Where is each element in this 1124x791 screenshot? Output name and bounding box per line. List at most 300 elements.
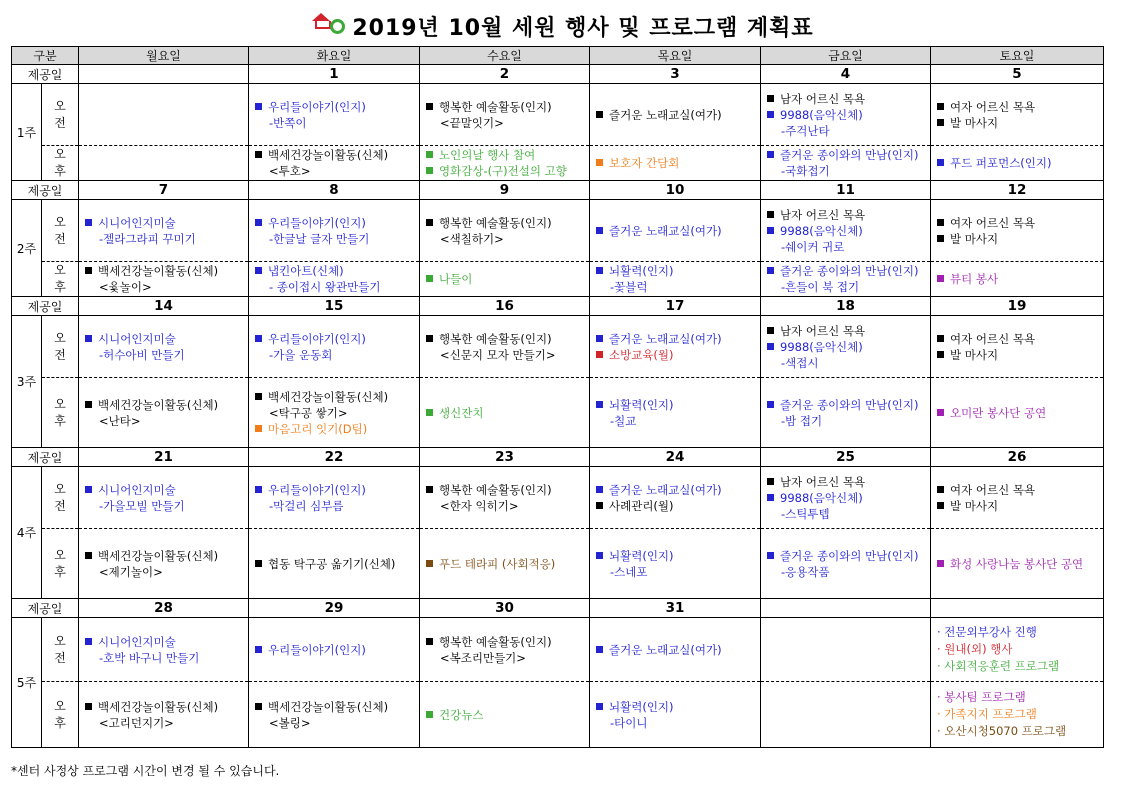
program-cell xyxy=(420,529,590,599)
bullet-square-icon xyxy=(426,335,433,342)
program-text: 화성 사랑나눔 봉사단 공연 xyxy=(950,556,1084,571)
program-item xyxy=(767,91,930,107)
date-cell: 26 xyxy=(931,448,1104,467)
program-text: -타이니 xyxy=(610,715,648,730)
program-item xyxy=(85,231,248,247)
program-item xyxy=(255,389,419,405)
program-cell xyxy=(79,200,249,262)
program-cell xyxy=(590,378,761,448)
program-text: -색접시 xyxy=(781,355,819,370)
program-text: -막걸리 심부름 xyxy=(269,498,344,513)
date-cell: 8 xyxy=(249,181,420,200)
date-row-label: 제공일 xyxy=(12,181,79,200)
program-text: -가을모빌 만들기 xyxy=(99,498,185,513)
program-text: 행복한 예술활동(인지) xyxy=(439,331,552,346)
program-text: <복조리만들기> xyxy=(440,650,526,665)
program-item xyxy=(255,231,419,247)
program-cell xyxy=(931,529,1104,599)
program-item xyxy=(255,279,419,295)
program-text: 즐거운 노래교실(여가) xyxy=(609,107,722,122)
date-row xyxy=(12,297,1104,316)
program-text: 즐거운 종이와의 만남(인지) xyxy=(780,264,919,278)
date-cell: 11 xyxy=(761,181,931,200)
program-item xyxy=(767,564,930,580)
legend-item: · 가족지지 프로그램 xyxy=(937,707,1037,721)
program-item xyxy=(426,634,589,650)
bullet-square-icon xyxy=(255,393,262,400)
bullet-square-icon xyxy=(426,219,433,226)
program-text: 시니어인지미술 xyxy=(98,634,176,649)
date-cell xyxy=(761,599,931,618)
bullet-square-icon xyxy=(937,560,944,567)
bullet-square-icon xyxy=(937,351,944,358)
program-item xyxy=(255,699,419,715)
date-row xyxy=(12,599,1104,618)
program-text: 백세건강놀이활동(신체) xyxy=(268,148,389,162)
date-cell: 24 xyxy=(590,448,761,467)
program-item xyxy=(596,155,760,171)
date-cell: 19 xyxy=(931,297,1104,316)
bullet-square-icon xyxy=(937,409,944,416)
day-header: 수요일 xyxy=(420,47,590,65)
bullet-square-icon xyxy=(767,151,774,158)
program-text: <한자 익히기> xyxy=(440,498,519,513)
bullet-square-icon xyxy=(767,267,774,274)
program-cell xyxy=(420,316,590,378)
bullet-square-icon xyxy=(596,486,603,493)
program-text: 생신잔치 xyxy=(439,405,484,420)
program-text: 소방교육(월) xyxy=(609,347,674,362)
program-text: 발 마사지 xyxy=(950,347,999,362)
program-item xyxy=(596,331,760,347)
program-text: -젤라그라피 꾸미기 xyxy=(99,231,196,246)
date-cell: 9 xyxy=(420,181,590,200)
program-item xyxy=(426,271,589,287)
date-row-label: 제공일 xyxy=(12,297,79,316)
pm-label: 오 후 xyxy=(42,682,79,748)
program-item xyxy=(596,107,760,123)
program-cell xyxy=(590,200,761,262)
program-cell xyxy=(79,467,249,529)
program-item xyxy=(255,147,419,163)
program-item xyxy=(426,215,589,231)
program-text: 즐거운 노래교실(여가) xyxy=(609,223,722,238)
program-cell xyxy=(590,529,761,599)
program-cell xyxy=(79,529,249,599)
page-title: 2019년 10월 세원 행사 및 프로그램 계획표 xyxy=(352,15,814,41)
program-item xyxy=(596,564,760,580)
program-item xyxy=(85,397,248,413)
bullet-square-icon xyxy=(85,703,92,710)
bullet-square-icon xyxy=(767,227,774,234)
program-item xyxy=(255,715,419,731)
program-text: -흔들이 북 접기 xyxy=(781,280,860,294)
program-cell xyxy=(761,262,931,297)
am-row xyxy=(12,200,1104,262)
date-cell: 28 xyxy=(79,599,249,618)
date-cell: 25 xyxy=(761,448,931,467)
program-text: 9988(음악신체) xyxy=(780,490,863,505)
bullet-square-icon xyxy=(255,703,262,710)
program-cell xyxy=(79,682,249,748)
title-bar xyxy=(0,8,1124,44)
program-cell xyxy=(761,467,931,529)
program-item xyxy=(255,347,419,363)
legend-item: · 사회적응훈련 프로그램 xyxy=(937,659,1060,673)
program-item xyxy=(937,556,1103,572)
program-cell xyxy=(590,316,761,378)
program-item xyxy=(255,642,419,658)
program-item xyxy=(937,405,1103,421)
program-text: 남자 어르신 목욕 xyxy=(780,474,866,489)
program-cell xyxy=(79,618,249,682)
bullet-square-icon xyxy=(596,401,603,408)
program-text: -스틱투텝 xyxy=(781,506,830,521)
program-item xyxy=(85,548,248,564)
program-cell xyxy=(420,262,590,297)
bullet-square-icon xyxy=(85,219,92,226)
bullet-square-icon xyxy=(767,327,774,334)
bullet-square-icon xyxy=(426,409,433,416)
header-row xyxy=(12,47,1104,65)
program-item xyxy=(426,147,589,163)
am-label: 오 전 xyxy=(42,84,79,146)
program-item xyxy=(767,239,930,255)
date-row-label: 제공일 xyxy=(12,65,79,84)
program-cell xyxy=(249,84,420,146)
date-row xyxy=(12,65,1104,84)
bullet-square-icon xyxy=(85,552,92,559)
program-text: 행복한 예술활동(인지) xyxy=(439,215,552,230)
pm-label: 오 후 xyxy=(42,262,79,297)
bullet-square-icon xyxy=(85,486,92,493)
bullet-square-icon xyxy=(596,159,603,166)
pm-label: 오 후 xyxy=(42,146,79,181)
program-text: -허수아비 만들기 xyxy=(99,347,185,362)
program-text: 뇌활력(인지) xyxy=(609,264,674,278)
bullet-square-icon xyxy=(767,552,774,559)
program-item xyxy=(85,263,248,279)
day-header: 금요일 xyxy=(761,47,931,65)
program-item xyxy=(937,482,1103,498)
bullet-square-icon xyxy=(937,159,944,166)
program-item xyxy=(937,331,1103,347)
pm-row xyxy=(12,146,1104,181)
program-item xyxy=(255,263,419,279)
program-cell xyxy=(79,316,249,378)
program-item xyxy=(255,556,419,572)
program-cell xyxy=(249,618,420,682)
bullet-square-icon xyxy=(596,502,603,509)
pm-row xyxy=(12,262,1104,297)
program-text: 9988(음악신체) xyxy=(780,107,863,122)
program-text: 즐거운 종이와의 만남(인지) xyxy=(780,397,919,412)
bullet-square-icon xyxy=(937,119,944,126)
program-item xyxy=(85,650,248,666)
bullet-square-icon xyxy=(255,646,262,653)
program-text: 우리들이야기(인지) xyxy=(268,215,366,230)
program-item xyxy=(937,115,1103,131)
pm-label: 오 후 xyxy=(42,529,79,599)
program-item xyxy=(767,397,930,413)
program-item xyxy=(85,413,248,429)
program-text: 남자 어르신 목욕 xyxy=(780,91,866,106)
program-item xyxy=(937,347,1103,363)
legend-item: · 원내(외) 행사 xyxy=(937,642,1013,656)
program-text: 푸드 테라피 (사회적응) xyxy=(439,556,556,571)
program-cell xyxy=(931,378,1104,448)
bullet-square-icon xyxy=(85,267,92,274)
bullet-square-icon xyxy=(767,95,774,102)
program-item xyxy=(426,707,589,723)
program-text: 백세건강놀이활동(신체) xyxy=(268,699,389,714)
program-text: 남자 어르신 목욕 xyxy=(780,323,866,338)
date-cell: 10 xyxy=(590,181,761,200)
header-corner: 구분 xyxy=(12,47,79,65)
program-text: 뇌활력(인지) xyxy=(609,699,674,714)
program-item xyxy=(596,347,760,363)
program-text: 여자 어르신 목욕 xyxy=(950,482,1036,497)
program-text: <색칠하기> xyxy=(440,231,504,246)
program-text: -스네포 xyxy=(610,564,648,579)
sewon-logo xyxy=(310,11,344,41)
date-row-label: 제공일 xyxy=(12,599,79,618)
program-cell xyxy=(590,84,761,146)
bullet-square-icon xyxy=(426,103,433,110)
am-label: 오 전 xyxy=(42,316,79,378)
program-text: <제기놀이> xyxy=(99,564,163,579)
bullet-square-icon xyxy=(596,703,603,710)
bullet-square-icon xyxy=(426,275,433,282)
bullet-square-icon xyxy=(767,211,774,218)
program-text: 즐거운 종이와의 만남(인지) xyxy=(780,548,919,563)
date-cell: 2 xyxy=(420,65,590,84)
program-text: 건강뉴스 xyxy=(439,707,484,722)
program-item xyxy=(937,155,1103,171)
bullet-square-icon xyxy=(255,267,262,274)
bullet-square-icon xyxy=(767,478,774,485)
program-item xyxy=(767,223,930,239)
pm-label: 오 후 xyxy=(42,378,79,448)
day-header: 화요일 xyxy=(249,47,420,65)
program-cell xyxy=(249,682,420,748)
program-text: -국화접기 xyxy=(781,164,830,178)
week-label: 3주 xyxy=(12,316,42,448)
program-item xyxy=(85,699,248,715)
program-item xyxy=(596,642,760,658)
program-cell xyxy=(931,200,1104,262)
program-item xyxy=(767,147,930,163)
program-item xyxy=(596,279,760,295)
date-cell: 22 xyxy=(249,448,420,467)
program-text: 푸드 퍼포먼스(인지) xyxy=(950,156,1052,170)
date-cell: 14 xyxy=(79,297,249,316)
pm-row xyxy=(12,378,1104,448)
program-item xyxy=(937,271,1103,287)
date-row xyxy=(12,181,1104,200)
program-cell xyxy=(249,467,420,529)
program-text: 영화감상-(구)전설의 고향 xyxy=(439,164,567,178)
program-text: 발 마사지 xyxy=(950,231,999,246)
program-item xyxy=(85,634,248,650)
program-text: -칠교 xyxy=(610,413,637,428)
program-item xyxy=(255,215,419,231)
program-text: 발 마사지 xyxy=(950,115,999,130)
program-cell xyxy=(79,84,249,146)
program-text: <탁구공 쌓기> xyxy=(269,405,348,420)
program-text: -꽃블럭 xyxy=(610,280,648,294)
bullet-square-icon xyxy=(426,486,433,493)
program-item xyxy=(596,413,760,429)
program-text: 백세건강놀이활동(신체) xyxy=(98,548,219,563)
date-cell: 23 xyxy=(420,448,590,467)
program-item xyxy=(937,498,1103,514)
bullet-square-icon xyxy=(937,219,944,226)
program-item xyxy=(255,482,419,498)
program-item xyxy=(767,506,930,522)
program-cell xyxy=(79,262,249,297)
date-cell: 30 xyxy=(420,599,590,618)
day-header: 토요일 xyxy=(931,47,1104,65)
program-item xyxy=(767,263,930,279)
program-cell xyxy=(761,200,931,262)
program-text: <볼링> xyxy=(269,715,311,730)
program-item xyxy=(255,421,419,437)
program-text: 오미란 봉사단 공연 xyxy=(950,405,1047,420)
bullet-square-icon xyxy=(596,351,603,358)
program-text: 나들이 xyxy=(439,272,473,286)
program-cell xyxy=(761,84,931,146)
program-text: 사례관리(월) xyxy=(609,498,674,513)
bullet-square-icon xyxy=(767,111,774,118)
program-item xyxy=(596,548,760,564)
program-text: -응용작품 xyxy=(781,564,830,579)
program-item xyxy=(85,564,248,580)
bullet-square-icon xyxy=(937,103,944,110)
program-item xyxy=(426,347,589,363)
program-text: <투호> xyxy=(269,164,311,178)
date-cell: 29 xyxy=(249,599,420,618)
program-text: 행복한 예술활동(인지) xyxy=(439,634,552,649)
program-item xyxy=(767,339,930,355)
week-label: 4주 xyxy=(12,467,42,599)
program-item xyxy=(767,548,930,564)
program-item xyxy=(596,498,760,514)
program-item xyxy=(767,279,930,295)
bullet-square-icon xyxy=(255,335,262,342)
pm-row xyxy=(12,682,1104,748)
program-text: -쉐이커 귀로 xyxy=(781,239,845,254)
bullet-square-icon xyxy=(596,267,603,274)
program-item xyxy=(767,323,930,339)
program-cell xyxy=(79,378,249,448)
bullet-square-icon xyxy=(767,401,774,408)
program-item xyxy=(426,650,589,666)
program-text: 마음고리 잇기(D팀) xyxy=(268,421,368,436)
program-text: 시니어인지미술 xyxy=(98,482,176,497)
program-item xyxy=(937,215,1103,231)
program-text: 뇌활력(인지) xyxy=(609,397,674,412)
bullet-square-icon xyxy=(85,401,92,408)
program-item xyxy=(85,715,248,731)
am-label: 오 전 xyxy=(42,467,79,529)
legend-cell xyxy=(931,618,1104,682)
date-cell: 1 xyxy=(249,65,420,84)
program-cell xyxy=(420,618,590,682)
program-cell xyxy=(79,146,249,181)
program-cell xyxy=(761,682,931,748)
date-cell: 4 xyxy=(761,65,931,84)
bullet-square-icon xyxy=(596,646,603,653)
program-text: 뷰티 봉사 xyxy=(950,272,999,286)
bullet-square-icon xyxy=(937,502,944,509)
bullet-square-icon xyxy=(937,275,944,282)
week-label: 1주 xyxy=(12,84,42,181)
bullet-square-icon xyxy=(426,560,433,567)
program-cell xyxy=(420,200,590,262)
program-cell xyxy=(420,378,590,448)
am-label: 오 전 xyxy=(42,200,79,262)
program-text: 즐거운 노래교실(여가) xyxy=(609,331,722,346)
program-text: 백세건강놀이활동(신체) xyxy=(98,264,219,278)
program-text: 우리들이야기(인지) xyxy=(268,482,366,497)
bullet-square-icon xyxy=(85,335,92,342)
program-item xyxy=(255,163,419,179)
program-text: <신문지 모자 만들기> xyxy=(440,347,556,362)
am-row xyxy=(12,467,1104,529)
program-item xyxy=(426,482,589,498)
program-item xyxy=(767,413,930,429)
bullet-square-icon xyxy=(596,111,603,118)
program-item xyxy=(767,163,930,179)
program-text: 즐거운 종이와의 만남(인지) xyxy=(780,148,919,162)
program-cell xyxy=(420,467,590,529)
program-item xyxy=(937,231,1103,247)
program-cell xyxy=(761,618,931,682)
program-item xyxy=(85,498,248,514)
program-text: 냅킨아트(신체) xyxy=(268,264,344,278)
program-text: 우리들이야기(인지) xyxy=(268,642,366,657)
bullet-square-icon xyxy=(426,711,433,718)
date-cell: 7 xyxy=(79,181,249,200)
legend-item: · 전문외부강사 진행 xyxy=(937,625,1037,639)
day-header: 월요일 xyxy=(79,47,249,65)
program-text: 백세건강놀이활동(신체) xyxy=(268,389,389,404)
program-item xyxy=(596,482,760,498)
bullet-square-icon xyxy=(255,219,262,226)
program-cell xyxy=(590,682,761,748)
program-text: 행복한 예술활동(인지) xyxy=(439,99,552,114)
legend-cell xyxy=(931,682,1104,748)
program-cell xyxy=(590,262,761,297)
program-cell xyxy=(931,467,1104,529)
week-label: 2주 xyxy=(12,200,42,297)
week-label: 5주 xyxy=(12,618,42,748)
date-cell: 3 xyxy=(590,65,761,84)
date-cell xyxy=(931,599,1104,618)
program-item xyxy=(426,498,589,514)
program-text: -호박 바구니 만들기 xyxy=(99,650,200,665)
program-item xyxy=(85,331,248,347)
program-text: 보호자 간담회 xyxy=(609,156,680,170)
schedule-table xyxy=(11,46,1104,748)
program-cell xyxy=(249,316,420,378)
program-text: 우리들이야기(인지) xyxy=(268,99,366,114)
program-text: 노인의날 행사 참여 xyxy=(439,148,536,162)
program-text: 시니어인지미술 xyxy=(98,331,176,346)
program-item xyxy=(767,490,930,506)
program-item xyxy=(596,263,760,279)
